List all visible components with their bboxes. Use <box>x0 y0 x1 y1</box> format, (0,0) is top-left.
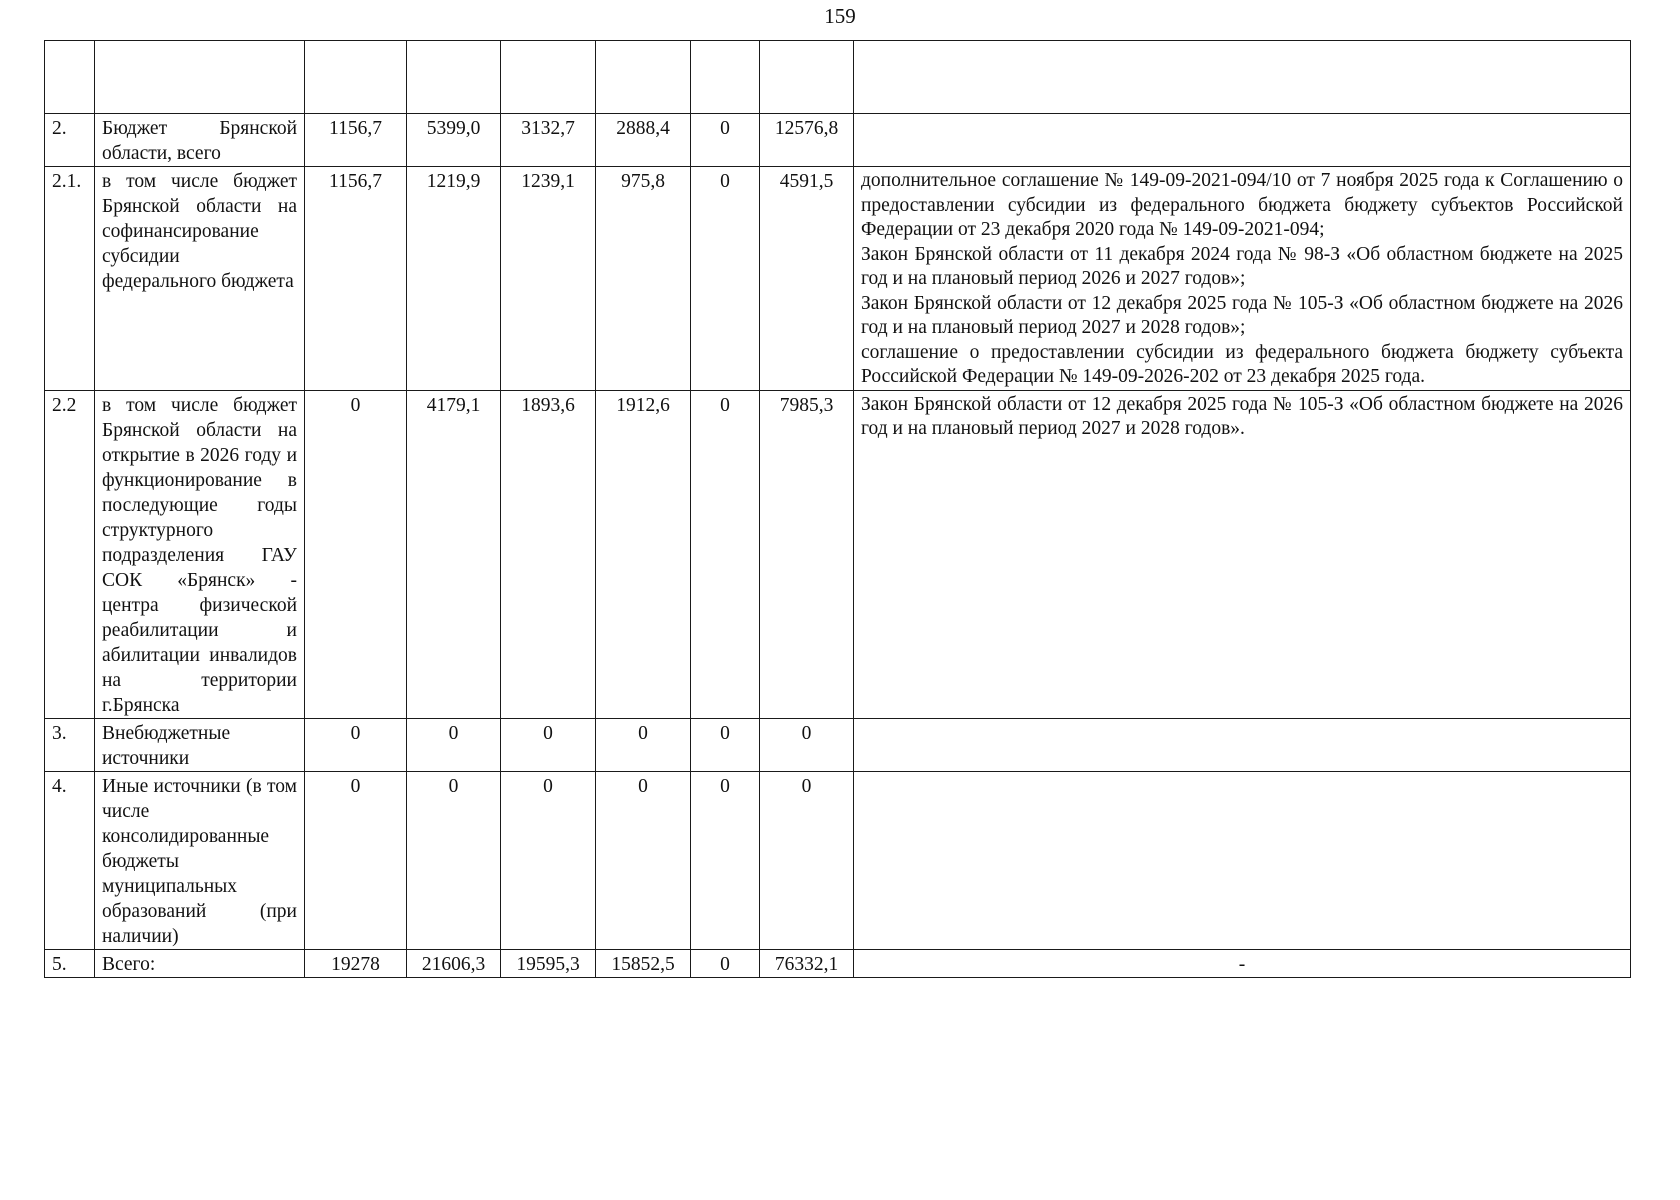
budget-table <box>44 40 1631 978</box>
row-number: 5. <box>45 949 95 977</box>
row-value-3: 0 <box>501 718 596 771</box>
row-value-1: 19278 <box>305 949 407 977</box>
table-row <box>45 771 1631 949</box>
row-value-1: 0 <box>305 771 407 949</box>
row-value-3: 19595,3 <box>501 949 596 977</box>
row-number: 2.2 <box>45 390 95 718</box>
row-number: 2.1. <box>45 167 95 391</box>
row-total: 76332,1 <box>760 949 854 977</box>
header-cell <box>854 41 1631 114</box>
basis-document: Закон Брянской области от 12 декабря 2025 года № 105-З «Об областном бюджете на 2026 год и на плановый период 2027 и 2028 годов»; <box>861 292 1623 338</box>
row-value-5: 0 <box>691 390 760 718</box>
row-value-4: 1912,6 <box>596 390 691 718</box>
header-cell <box>45 41 95 114</box>
row-source-name: в том числе бюджет Брянской области на софинансирование субсидии федерального бюджета <box>95 167 305 391</box>
row-value-4: 0 <box>596 718 691 771</box>
table-header-row <box>45 41 1631 114</box>
basis-document: соглашение о предоставлении субсидии из федерального бюджета бюджету субъекта Российской Федерации № 149-09-2026-202 от 23 декабря 2025 года. <box>861 341 1623 387</box>
row-value-5: 0 <box>691 718 760 771</box>
header-cell <box>95 41 305 114</box>
row-value-2: 4179,1 <box>407 390 501 718</box>
row-basis <box>854 718 1631 771</box>
row-value-4: 15852,5 <box>596 949 691 977</box>
row-basis <box>854 771 1631 949</box>
row-value-2: 21606,3 <box>407 949 501 977</box>
row-value-1: 0 <box>305 390 407 718</box>
table-row <box>45 718 1631 771</box>
row-value-5: 0 <box>691 114 760 167</box>
row-source-name: в том числе бюджет Брянской области на открытие в 2026 году и функционирование в последующие годы структурного подразделения ГАУ СОК «Брянск» - центра физической реабилитации и абилитации инвалидов на территории г.Брянска <box>95 390 305 718</box>
row-total: 7985,3 <box>760 390 854 718</box>
row-value-4: 2888,4 <box>596 114 691 167</box>
row-value-3: 0 <box>501 771 596 949</box>
row-total: 0 <box>760 718 854 771</box>
header-cell <box>691 41 760 114</box>
row-total: 12576,8 <box>760 114 854 167</box>
row-value-5: 0 <box>691 771 760 949</box>
header-cell <box>305 41 407 114</box>
row-value-3: 3132,7 <box>501 114 596 167</box>
row-number: 3. <box>45 718 95 771</box>
row-value-4: 0 <box>596 771 691 949</box>
row-source-name: Всего: <box>95 949 305 977</box>
row-value-5: 0 <box>691 167 760 391</box>
basis-document: дополнительное соглашение № 149-09-2021-094/10 от 7 ноября 2025 года к Соглашению о предоставлении субсидии из федерального бюджета бюджету субъектов Российской Федерации от 23 декабря 2020 года № 149-09-2021-094; <box>861 170 1623 240</box>
basis-document: Закон Брянской области от 11 декабря 2024 года № 98-З «Об областном бюджете на 2025 год и на плановый период 2026 и 2027 годов»; <box>861 243 1623 289</box>
table-row <box>45 167 1631 391</box>
row-value-4: 975,8 <box>596 167 691 391</box>
row-basis: - <box>854 949 1631 977</box>
row-value-2: 0 <box>407 718 501 771</box>
total-row <box>45 949 1631 977</box>
basis-document: Закон Брянской области от 12 декабря 2025 года № 105-З «Об областном бюджете на 2026 год и на плановый период 2027 и 2028 годов». <box>861 393 1623 439</box>
header-cell <box>407 41 501 114</box>
row-number: 4. <box>45 771 95 949</box>
header-cell <box>501 41 596 114</box>
row-source-name: Внебюджетные источники <box>95 718 305 771</box>
row-basis <box>854 167 1631 391</box>
header-cell <box>596 41 691 114</box>
row-source-name: Иные источники (в том числе консолидированные бюджеты муниципальных образований (при наличии) <box>95 771 305 949</box>
row-total: 0 <box>760 771 854 949</box>
row-total: 4591,5 <box>760 167 854 391</box>
row-basis <box>854 114 1631 167</box>
row-value-3: 1239,1 <box>501 167 596 391</box>
row-basis <box>854 390 1631 718</box>
row-value-3: 1893,6 <box>501 390 596 718</box>
row-source-name: Бюджет Брянской области, всего <box>95 114 305 167</box>
row-value-5: 0 <box>691 949 760 977</box>
header-cell <box>760 41 854 114</box>
row-value-2: 5399,0 <box>407 114 501 167</box>
row-value-1: 1156,7 <box>305 114 407 167</box>
row-value-2: 0 <box>407 771 501 949</box>
page-number: 159 <box>824 4 856 28</box>
row-value-1: 1156,7 <box>305 167 407 391</box>
table-row <box>45 114 1631 167</box>
row-value-1: 0 <box>305 718 407 771</box>
row-number: 2. <box>45 114 95 167</box>
row-value-2: 1219,9 <box>407 167 501 391</box>
table-row <box>45 390 1631 718</box>
